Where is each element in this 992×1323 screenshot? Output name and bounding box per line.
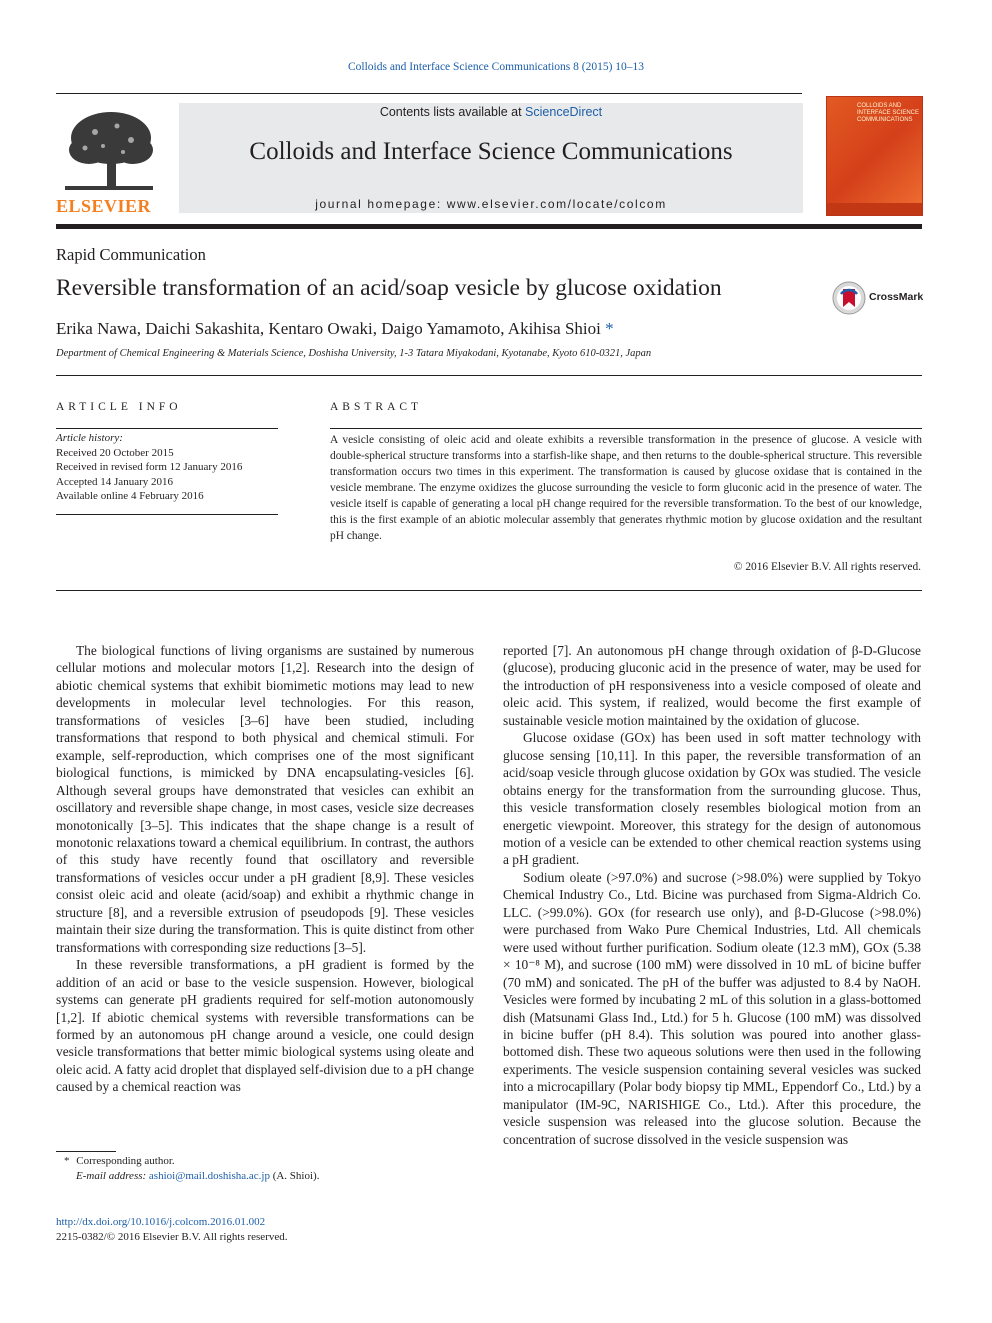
body-paragraph: Glucose oxidase (GOx) has been used in soft matter technology with glucose sensing [10,11]. In this paper, the reversible transformation of an acid/soap vesicle through glucose oxidation by GOx was studied. The vesicle obtains energy for the transformation from the surrounding glucose. Thus, this vesicle transformation closely resembles biological motion from an energetic viewpoint. Moreover, this strategy for the design of autonomous motion of a vesicle can be extended to other chemical reaction systems using a pH gradient. (503, 730, 921, 868)
email-label: E-mail address: (76, 1169, 147, 1182)
abstract-copyright: © 2016 Elsevier B.V. All rights reserved. (733, 561, 921, 573)
crossmark-badge[interactable] (832, 281, 922, 315)
cover-footer-bar (827, 203, 922, 215)
body-column-right (503, 642, 921, 1148)
doi-link[interactable]: http://dx.doi.org/10.1016/j.colcom.2016.01.002 (56, 1216, 266, 1228)
history-accepted: Accepted 14 January 2016 (56, 475, 173, 488)
journal-homepage[interactable]: journal homepage: www.elsevier.com/locate/colcom (315, 197, 667, 211)
article-info-rule-top (56, 428, 278, 429)
authors-text: Erika Nawa, Daichi Sakashita, Kentaro Owaki, Daigo Yamamoto, Akihisa Shioi (56, 319, 601, 338)
journal-citation[interactable]: Colloids and Interface Science Communications 8 (2015) 10–13 (347, 61, 645, 73)
cover-title: COLLOIDS AND INTERFACE SCIENCE COMMUNICATIONS (857, 103, 920, 123)
header-thick-rule (56, 224, 922, 229)
footnote-divider (56, 1151, 116, 1152)
abstract-rule-top (330, 428, 922, 429)
body-paragraph: Sodium oleate (>97.0%) and sucrose (>98.0%) were supplied by Tokyo Chemical Industry Co., Ltd. Bicine was purchased from Sigma-Aldrich Co. LLC. (>99.0%). GOx (for research use only), and β-D-Glucose (>98.0%) were purchased from Wako Pure Chemical Industries, Ltd. All chemicals were used without further purification. Sodium oleate (12.3 mM), GOx (5.38 × 10⁻⁸ M), and sucrose (100 mM) were dissolved in 10 mL of bicine buffer (70 mM) and sonicated. The pH of the buffer was adjusted to 8.4 by NaOH. Vesicles were formed by incubating 2 mL of this solution in a glass-bottomed dish (Matsunami Glass Ind., Ltd.) for 5 h. Glucose (100 mM) was dissolved in bicine buffer (pH 8.4). This solution was poured into another glass-bottomed dish. These two aqueous solutions were then used in the following experiments. The vesicle suspension containing several vesicles was sucked into a microcapillary (Polar body biopsy tip MML, Eppendorf Co., Ltd.) by a manipulator (IM-9C, NARISHIGE Co., Ltd.). After this procedure, the vesicle suspension was released into the glucose solution. Because the concentration of sucrose dissolved in the vesicle suspension was (503, 869, 921, 1147)
history-online: Available online 4 February 2016 (56, 490, 204, 502)
article-info-heading: ARTICLE INFO (56, 401, 182, 413)
history-received: Received 20 October 2015 (56, 446, 174, 459)
body-column-left (56, 642, 474, 1096)
issn-copyright: 2215-0382/© 2016 Elsevier B.V. All rights reserved. (56, 1230, 288, 1243)
publisher-name: ELSEVIER (56, 196, 152, 216)
abstract-heading: ABSTRACT (330, 401, 423, 413)
journal-title: Colloids and Interface Science Communications (249, 138, 733, 165)
footnote-mark: * (64, 1155, 70, 1167)
footnote (56, 1154, 319, 1183)
history-revised: Received in revised form 12 January 2016 (56, 461, 243, 473)
front-matter-divider (56, 590, 922, 591)
body-paragraph: reported [7]. An autonomous pH change through oxidation of β-D-Glucose (glucose), producing gluconic acid in the presence of water, may be used for the introduction of pH responsiveness into a vesicle composed of oleate and oleic acid. This system, if realized, would become the first example of sustainable vesicle motion maintained by the oxidation of glucose. (503, 643, 921, 728)
journal-cover-image (826, 96, 923, 216)
affiliation: Department of Chemical Engineering & Materials Science, Doshisha University, 1-3 Tatara Miyakodani, Kyotanabe, Kyoto 610-0321, Japan (56, 348, 652, 359)
sciencedirect-link[interactable]: ScienceDirect (525, 105, 603, 119)
contents-prefix: Contents lists available at (379, 105, 526, 119)
article-history (56, 431, 242, 504)
abstract-text: A vesicle consisting of oleic acid and oleate exhibits a reversible transformation in the presence of glucose. A vesicle with double-spherical structure transforms into a starfish-like shape, and then returns to the double-spherical structure. This reversible transformation occurs two times in this experiment. The transformation is caused by glucose oxidase that is contained in the vesicle membrane. The enzyme oxidizes the glucose surrounding the vesicle to form gluconic acid in the presence of water. The vesicle itself is capable of generating a local pH change required for the reversible transformation. To the best of our knowledge, this is the first example of an abiotic molecular assembly that generates rhythmic motion by glucose oxidation and the resultant pH change. (330, 434, 922, 542)
article-type: Rapid Communication (56, 245, 206, 264)
footnote-corresponding: Corresponding author. (76, 1155, 175, 1167)
header-divider (56, 93, 802, 94)
footer (56, 1215, 288, 1244)
article-info-rule-bottom (56, 514, 278, 515)
body-paragraph: The biological functions of living organisms are sustained by numerous cellular motions and molecular motors [1,2]. Research into the design of abiotic chemical systems that exhibit biomimetic motions may lead to new developments in molecular level technologies. For this reason, transformations of vesicles [3–6] have been studied, including transformations that respond to both physical and chemical stimuli. For example, self-reproduction, which comprises one of the most significant biological functions, is mimicked by DNA encapsulating-vesicles [6]. Although several groups have demonstrated that vesicles can exhibit an oscillatory and reversible shape change, in most cases, vesicle size decreases monotonically [3–5]. This indicates that the shape change is a result of monotonic relaxations toward a chemical equilibrium. In contrast, the authors of this study have recently found that oscillatory and reversible transformations of vesicles occur under a pH gradient [8,9]. These vesicles consist oleic acid and oleate (acid/soap) and exhibit a rhythmic change in structure [8], and a reversible extrusion of pseudopods [9]. These vesicles maintain their size during the transformation. This is quite distinct from other transformations with corresponding size reductions [3–5]. (56, 643, 474, 955)
contents-line (179, 105, 803, 119)
email-link[interactable]: ashioi@mail.doshisha.ac.jp (148, 1169, 270, 1182)
email-suffix: (A. Shioi). (272, 1169, 320, 1182)
crossmark-label: CrossMark (869, 291, 924, 303)
affiliation-divider (56, 375, 922, 376)
crossmark-icon (832, 281, 866, 315)
body-paragraph: In these reversible transformations, a pH gradient is formed by the addition of an acid or base to the vesicle suspension. However, biological systems can generate pH gradients required for self-motion autonomously [1,2]. If abiotic chemical systems with reversible transformations can be formed by an autonomous pH change around a vesicle, one could design vesicle transformations that better mimic biological systems using oleate and oleic acid. A fatty acid droplet that displayed self-division due to a pH change caused by a chemical reaction was (56, 957, 474, 1095)
history-label: Article history: (56, 432, 123, 444)
article-title: Reversible transformation of an acid/soap vesicle by glucose oxidation (56, 275, 722, 301)
corresponding-author-mark[interactable]: * (605, 319, 614, 338)
author-list (56, 319, 614, 339)
